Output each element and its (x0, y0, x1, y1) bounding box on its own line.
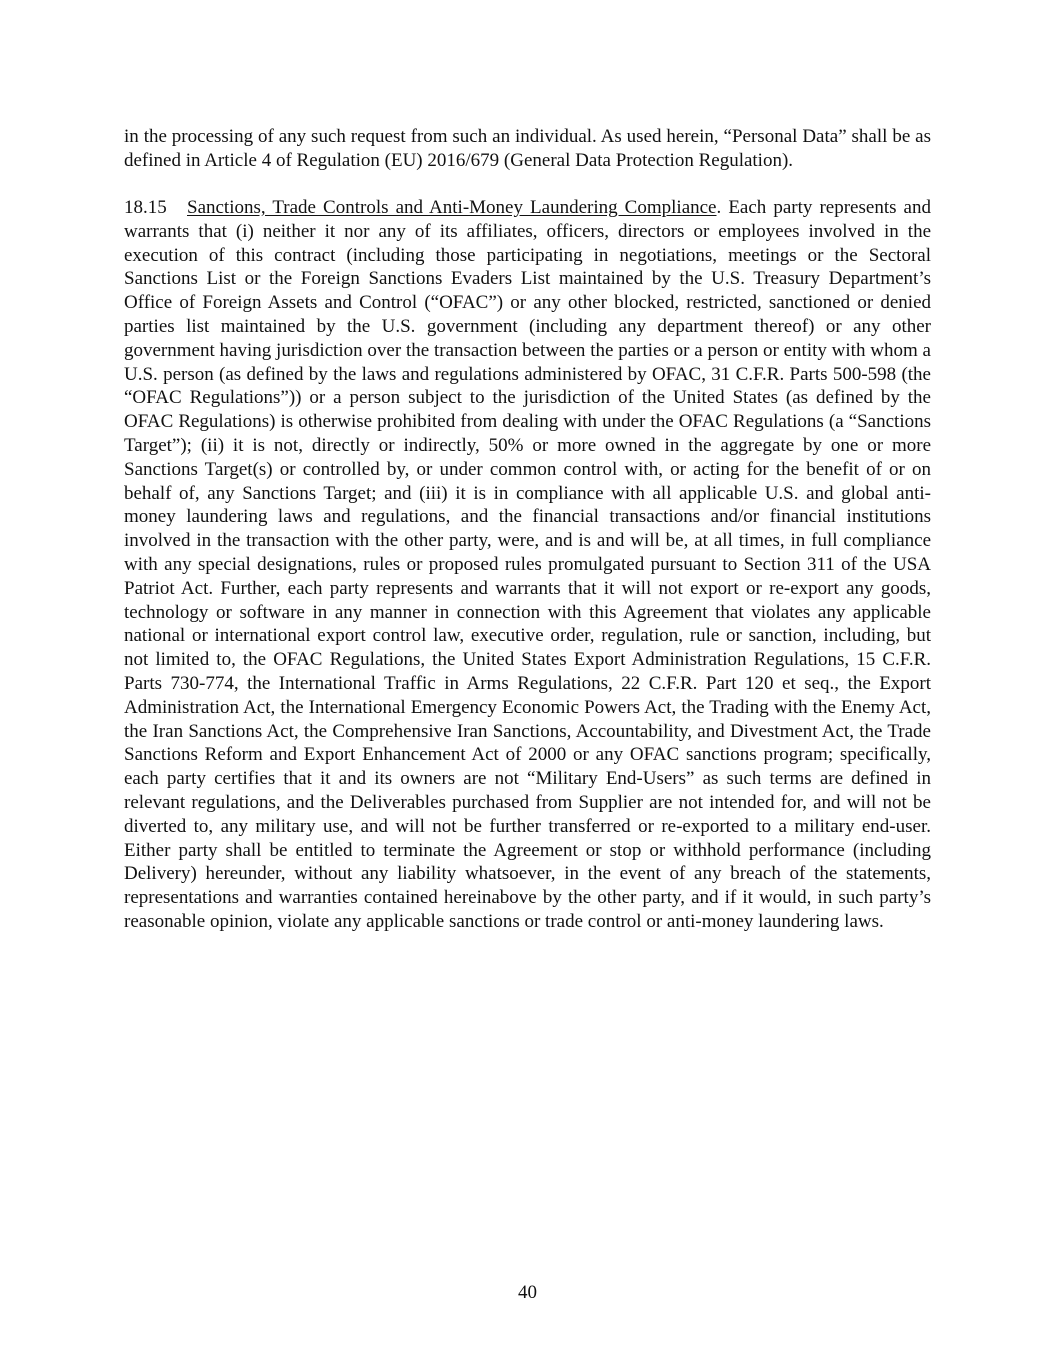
section-number: 18.15 (124, 197, 167, 218)
page-number: 40 (518, 1282, 537, 1303)
section-heading: Sanctions, Trade Controls and Anti-Money Laundering Compliance (187, 197, 717, 218)
section-body: Each party represents and warrants that (i) neither it nor any of its affiliates, officers, directors or employees involved in the execution of this contract (including those participating in negotiations, meetings or the Sectoral Sanctions List or the Foreign Sanctions Evaders List maintained by the U.S. Treasury Department’s Office of Foreign Assets and Control (“OFAC”) or any other blocked, restricted, sanctioned or denied parties list maintained by the U.S. government (including any department thereof) or any other government having jurisdiction over the transaction between the parties or a person or entity with whom a U.S. person (as defined by the laws and regulations administered by OFAC, 31 C.F.R. Parts 500-598 (the “OFAC Regulations”)) or a person subject to the jurisdiction of the United States (as defined by the OFAC Regulations) is otherwise prohibited from dealing with under the OFAC Regulations (a “Sanctions Target”); (ii) it is not, directly or indirectly, 50% or more owned in the aggregate by one or more Sanctions Target(s) or controlled by, or under common control with, or acting for the benefit of or on behalf of, any Sanctions Target; and (iii) it is in compliance with all applicable U.S. and global anti-money laundering laws and regulations, and the financial transactions and/or financial institutions involved in the transaction with the other party, were, and is and will be, at all times, in full compliance with any special designations, rules or proposed rules promulgated pursuant to Section 311 of the USA Patriot Act. Further, each party represents and warrants that it will not export or re-export any goods, technology or software in any manner in connection with this Agreement that violates any applicable national or international export control law, executive order, regulation, rule or sanction, including, but not limited to, the OFAC Regulations, the United States Export Administration Regulations, 15 C.F.R. Parts 730-774, the International Traffic in Arms Regulations, 22 C.F.R. Part 120 et seq., the Export Administration Act, the International Emergency Economic Powers Act, the Trading with the Enemy Act, the Iran Sanctions Act, the Comprehensive Iran Sanctions, Accountability, and Divestment Act, the Trade Sanctions Reform and Export Enhancement Act of 2000 or any OFAC sanctions program; specifically, each party certifies that it and its owners are not “Military End-Users” as such terms are defined in relevant regulations, and the Deliverables purchased from Supplier are not intended for, and will not be diverted to, any military use, and will not be further transferred or re-exported to a military end-user. Either party shall be entitled to terminate the Agreement or stop or withhold performance (including Delivery) hereunder, without any liability whatsoever, in the event of any breach of the statements, representations and warranties contained hereinabove by the other party, and if it would, in such party’s reasonable opinion, violate any applicable sanctions or trade control or anti-money laundering laws. (124, 197, 931, 932)
section-18-15-paragraph (124, 196, 931, 934)
section-heading-punctuation: . (716, 197, 722, 218)
continued-paragraph: in the processing of any such request from such an individual. As used herein, “Personal Data” shall be as defined in Article 4 of Regulation (EU) 2016/679 (General Data Protection Regulation). (124, 126, 931, 171)
